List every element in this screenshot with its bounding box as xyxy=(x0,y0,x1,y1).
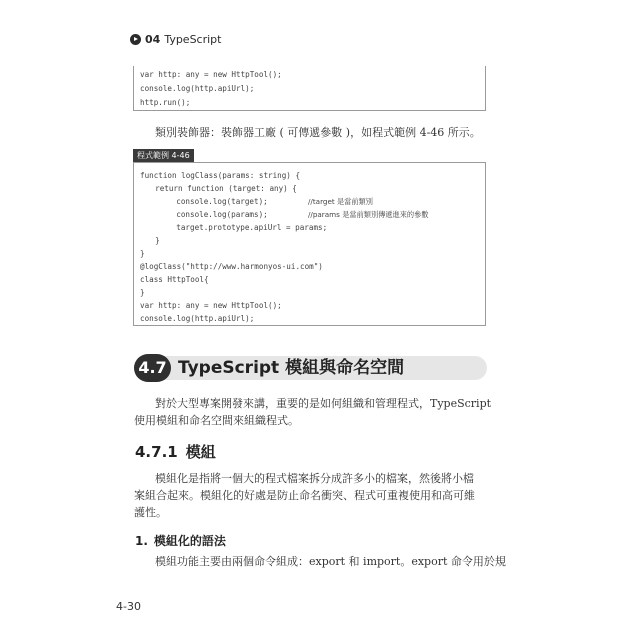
subsection-heading xyxy=(135,441,216,462)
code-line: } xyxy=(146,236,160,245)
paragraph-intro: 類別裝飾器：裝飾器工廠 ( 可傳遞參數 )，如程式範例 4-46 所示。 xyxy=(155,126,481,139)
numbered-heading xyxy=(135,532,226,549)
section-paragraph-line: 使用模組和命名空間來組織程式。 xyxy=(134,414,299,427)
code-line: var http: any = new HttpTool(); xyxy=(140,301,282,310)
subsection-paragraph-line: 案組合起來。模組化的好處是防止命名衝突、程式可重複使用和高可維 xyxy=(134,489,475,502)
numbered-heading-number: 1. xyxy=(135,534,148,548)
code-line: } xyxy=(140,288,145,297)
numbered-heading-title: 模組化的語法 xyxy=(153,534,226,548)
code-line: console.log(http.apiUrl); xyxy=(140,314,255,323)
chapter-marker-icon xyxy=(130,34,141,45)
code-comment: //target 是當前類別 xyxy=(308,197,373,206)
section-title: TypeScript 模組與命名空間 xyxy=(178,358,405,378)
section-paragraph-line: 對於大型專案開發來講，重要的是如何組織和管理程式，TypeScript xyxy=(155,397,492,410)
numbered-paragraph: 模組功能主要由兩個命令組成：export 和 import。export 命令用於規 xyxy=(155,555,506,568)
code-block-continued xyxy=(133,66,486,111)
code-line: class HttpTool{ xyxy=(140,275,209,284)
code-line: console.log(target); xyxy=(158,197,268,206)
code-line: console.log(params); xyxy=(158,210,268,219)
subsection-paragraph-line: 護性。 xyxy=(134,506,167,519)
section-number: 4.7 xyxy=(134,354,171,382)
subsection-title: 模組 xyxy=(185,443,216,461)
chapter-title: TypeScript xyxy=(164,32,222,46)
code-line: return function (target: any) { xyxy=(146,184,297,193)
code-line: console.log(http.apiUrl); xyxy=(140,84,255,93)
code-line: var http: any = new HttpTool(); xyxy=(140,70,282,79)
subsection-paragraph-line: 模組化是指將一個大的程式檔案拆分成許多小的檔案，然後將小檔 xyxy=(155,472,474,485)
code-comment: //params 是當前類別傳遞進來的參數 xyxy=(308,210,429,219)
code-line: @logClass("http://www.harmonyos-ui.com") xyxy=(140,262,323,271)
subsection-number: 4.7.1 xyxy=(135,443,178,461)
code-line: http.run(); xyxy=(140,98,191,107)
running-header xyxy=(130,30,221,48)
code-line: target.prototype.apiUrl = params; xyxy=(158,223,328,232)
code-line: } xyxy=(140,249,145,258)
code-example-label: 程式範例 4-46 xyxy=(133,149,194,162)
chapter-number: 04 xyxy=(145,32,161,46)
page-number: 4-30 xyxy=(116,600,141,613)
code-example-block xyxy=(133,162,486,326)
code-line: function logClass(params: string) { xyxy=(140,171,301,180)
